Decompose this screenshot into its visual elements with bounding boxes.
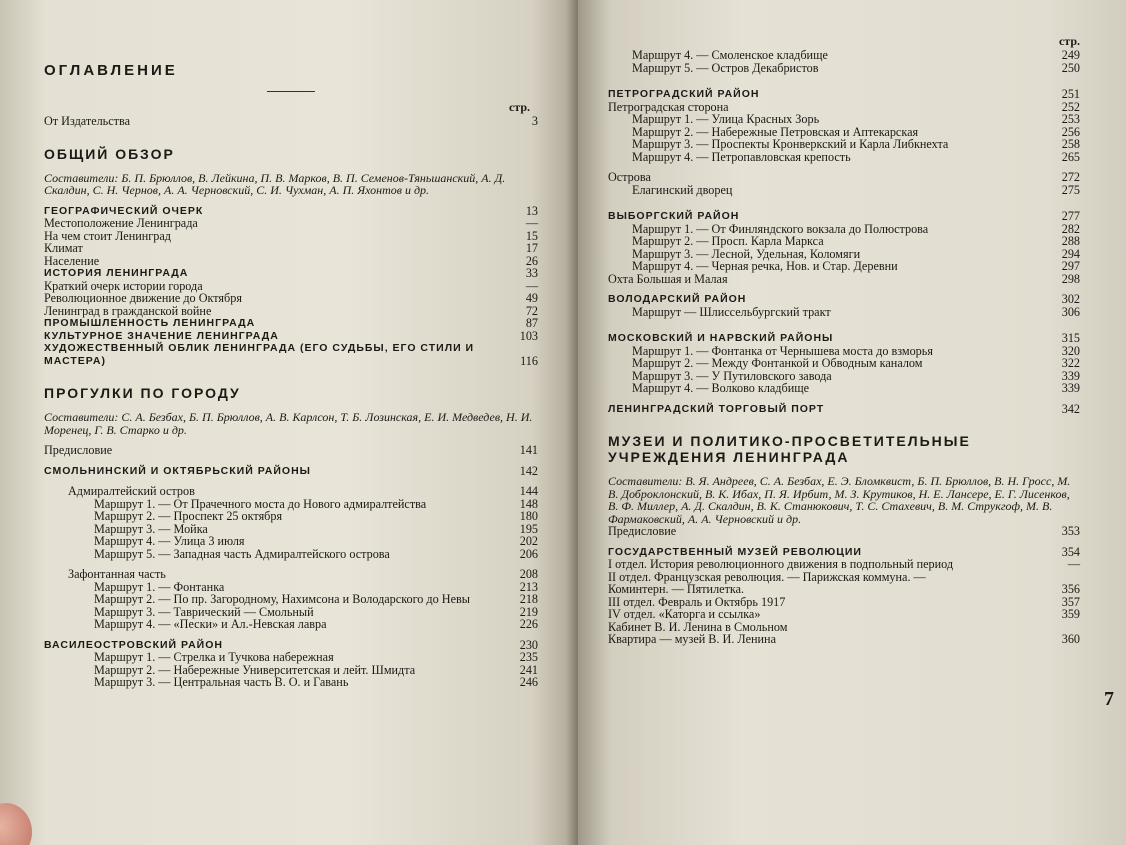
entry-label: Маршрут 2. — Просп. Карла Маркса	[632, 234, 824, 248]
vyborg-entry	[608, 210, 1080, 223]
entry-label: Адмиралтейский остров	[68, 484, 195, 498]
port-entry	[608, 403, 1080, 416]
entry-label: ВАСИЛЕОСТРОВСКИЙ РАЙОН	[44, 638, 223, 651]
entry-page: 258	[1061, 137, 1080, 151]
smolny-entry	[44, 465, 538, 478]
entry-label: Ленинград в гражданской войне	[44, 303, 212, 318]
entry-page: 342	[1061, 401, 1080, 416]
entry-label: Маршрут 3. — Лесной, Удельная, Коломяги	[632, 246, 861, 261]
entry-label: Маршрут 4. — Улица 3 июля	[94, 534, 245, 548]
toc-entry	[44, 255, 538, 268]
entry-label: Местоположение Ленинграда	[44, 216, 198, 230]
entry-page: 256	[1061, 124, 1080, 139]
entry-page: 142	[519, 463, 538, 478]
entry-page: 298	[1061, 271, 1080, 286]
entry-label: Предисловие	[608, 524, 677, 538]
entry-page: 148	[519, 496, 538, 511]
entry-label: Маршрут 1. — Фонтанка от Чернышева моста до взморья	[632, 343, 933, 358]
entry-page: 87	[525, 316, 538, 330]
toc-entry	[44, 676, 538, 689]
entry-label: От Издательства	[44, 114, 130, 128]
entry-page: 72	[525, 303, 538, 318]
entry-page: 275	[1061, 182, 1080, 197]
entry-label: Маршрут 1. — От Финляндского вокзала до Полюстрова	[632, 221, 929, 236]
entry-page: 357	[1061, 594, 1080, 609]
entry-page: 339	[1061, 381, 1080, 395]
entry-page: 26	[525, 253, 538, 268]
entry-page: 360	[1061, 632, 1080, 646]
entry-label: Маршрут 2. — Набережные Петровская и Аптекарская	[632, 124, 919, 139]
entry-page: 302	[1061, 292, 1080, 306]
entry-label: Маршрут 3. — У Путиловского завода	[632, 368, 832, 383]
entry-label: Маршрут 4. — «Пески» и Ал.-Невская лавра	[94, 617, 327, 631]
vyborg-routes	[608, 223, 1080, 273]
entry-label: Маршрут 5. — Остров Декабристов	[632, 60, 819, 75]
entry-label: Маршрут 2. — По пр. Загородному, Нахимсона и Володарского до Невы	[94, 592, 470, 606]
toc-entry	[44, 342, 538, 367]
entry-page: 17	[525, 241, 538, 255]
toc-entry	[608, 382, 1080, 395]
entry-label: ГЕОГРАФИЧЕСКИЙ ОЧЕРК	[44, 204, 204, 217]
petrograd-routes	[608, 113, 1080, 163]
entry-label: Маршрут 2. — Набережные Университетская и лейт. Шмидта	[94, 662, 416, 677]
toc-entry	[44, 535, 538, 548]
entry-label: На чем стоит Ленинград	[44, 228, 171, 243]
toc-entry	[44, 651, 538, 664]
entry-label: Маршрут 1. — Фонтанка	[94, 579, 225, 594]
entry-page: 277	[1061, 209, 1080, 223]
entry-page: —	[1067, 557, 1080, 571]
page-number: 7	[1104, 688, 1114, 710]
toc-entry	[44, 292, 538, 305]
entry-page: 253	[1061, 112, 1080, 126]
entry-page: 13	[525, 203, 538, 218]
toc-title: ОГЛАВЛЕНИЕ	[44, 62, 178, 79]
toc-entry	[44, 330, 538, 343]
entry-page: 141	[519, 443, 538, 457]
entry-page: 250	[1061, 60, 1080, 75]
volodarsky-routes	[608, 306, 1080, 319]
entry-label: КУЛЬТУРНОЕ ЗНАЧЕНИЕ ЛЕНИНГРАДА	[44, 329, 279, 342]
moscow-entry	[608, 332, 1080, 345]
fontanka-entry	[44, 568, 538, 581]
entry-label: Охта Большая и Малая	[608, 271, 728, 286]
entry-page: 294	[1061, 246, 1080, 261]
entry-label: Маршрут 4. — Петропавловская крепость	[632, 149, 851, 164]
entry-label: ХУДОЖЕСТВЕННЫЙ ОБЛИК ЛЕНИНГРАДА (ЕГО СУДЬБЫ, ЕГО СТИЛИ И МАСТЕРА)	[44, 342, 475, 367]
toc-entry	[608, 138, 1080, 151]
entry-label: ВОЛОДАРСКИЙ РАЙОН	[608, 293, 747, 305]
entry-label: ГОСУДАРСТВЕННЫЙ МУЗЕЙ РЕВОЛЮЦИИ	[608, 545, 862, 558]
entry-label: Маршрут 4. — Смоленское кладбище	[632, 48, 828, 62]
museums-authors: Составители: В. Я. Андреев, С. А. Безбах, Е. Э. Бломквист, Б. П. Брюллов, В. Н. Гросс, М. В. Доброклонский, В. К. Ибах, П. Я. Ирбит, М. З. Крутиков, Н. Е. Лансере, Е. Г. Лисенков, В. Ф. Миллер, А. Д. Скалдин, В. К. Станюкович, Т. С. Стахевич, В. М. Струкгоф, М. В. Фармаковский, А. А. Черновский и др.	[608, 474, 1071, 526]
entry-label: Петроградская сторона	[608, 99, 729, 114]
entry-page: 218	[519, 592, 538, 606]
entry-label: Зафонтанная часть	[68, 567, 166, 581]
entry-label: ЛЕНИНГРАДСКИЙ ТОРГОВЫЙ ПОРТ	[608, 402, 825, 415]
entry-label: Коминтерн. — Пятилетка.	[608, 582, 745, 596]
toc-entry	[608, 357, 1080, 370]
entry-page: 230	[519, 637, 538, 652]
entry-page: 249	[1061, 48, 1080, 62]
entry-label: ВЫБОРГСКИЙ РАЙОН	[608, 210, 740, 222]
entry-page: 195	[519, 521, 538, 536]
entry-page: 33	[525, 266, 538, 280]
entry-page: 265	[1061, 149, 1080, 164]
entry-page: 339	[1061, 368, 1080, 383]
museums-heading: МУЗЕИ И ПОЛИТИКО-ПРОСВЕТИТЕЛЬНЫЕ УЧРЕЖДЕНИЯ ЛЕНИНГРАДА	[608, 433, 971, 465]
entry-label: I отдел. История революционного движения в подпольный период	[608, 557, 954, 571]
toc-entry	[608, 260, 1080, 273]
entry-label: IV отдел. «Каторга и ссылка»	[608, 607, 761, 621]
overview-entries	[44, 205, 538, 368]
toc-entry	[44, 618, 538, 631]
entry-label: СМОЛЬНИНСКИЙ И ОКТЯБРЬСКИЙ РАЙОНЫ	[44, 464, 311, 477]
toc-entry	[608, 558, 1080, 571]
thumb-edge	[0, 803, 32, 845]
volodarsky-entry	[608, 293, 1080, 306]
entry-label: Революционное движение до Октября	[44, 291, 242, 305]
entry-label: МОСКОВСКИЙ И НАРВСКИЙ РАЙОНЫ	[608, 332, 834, 344]
toc-entry	[608, 633, 1080, 646]
overview-authors: Составители: Б. П. Брюллов, В. Лейкина, П. В. Марков, В. П. Семенов-Тяньшанский, А. Д. Скалдин, С. Н. Чернов, А. А. Черновский, С. И. Чухман, А. П. Яхонтов и др.	[44, 170, 506, 197]
petrograd-entry	[608, 88, 1080, 101]
entry-label: III отдел. Февраль и Октябрь 1917	[608, 594, 786, 609]
entry-label: Маршрут — Шлиссельбургский тракт	[632, 304, 831, 319]
entry-label: Население	[44, 253, 100, 268]
toc-entry	[44, 242, 538, 255]
entry-page: —	[525, 278, 538, 293]
entry-label: Маршрут 3. — Проспекты Кронверкский и Карла Либкнехта	[632, 137, 949, 151]
entry-label: Елагинский дворец	[632, 182, 733, 197]
admiralty-routes	[44, 498, 538, 561]
entry-label: Предисловие	[44, 443, 113, 457]
museum-entries	[608, 558, 1080, 646]
page-column-header: стр.	[508, 100, 530, 114]
publisher-entry	[44, 115, 538, 128]
moscow-routes	[608, 345, 1080, 395]
toc-entry	[608, 151, 1080, 164]
entry-label: ПРОМЫШЛЕННОСТЬ ЛЕНИНГРАДА	[44, 317, 256, 329]
entry-label: Кабинет В. И. Ленина в Смольном	[608, 619, 788, 634]
entry-label: Маршрут 1. — От Прачечного моста до Нового адмиралтейства	[94, 496, 427, 511]
islands-entry	[608, 171, 1080, 184]
entry-page: 320	[1061, 343, 1080, 358]
entry-page: 241	[519, 662, 538, 677]
toc-entry	[44, 510, 538, 523]
entry-page: 246	[519, 675, 538, 689]
entry-label: Маршрут 2. — Между Фонтанкой и Обводным каналом	[632, 356, 923, 370]
entry-page: 356	[1061, 582, 1080, 596]
entry-page: 288	[1061, 234, 1080, 248]
entry-page: 235	[519, 650, 538, 664]
entry-page: 282	[1061, 221, 1080, 236]
entry-label: Острова	[608, 170, 651, 184]
admiralty-entry	[44, 485, 538, 498]
toc-entry	[608, 306, 1080, 319]
entry-page: 226	[519, 617, 538, 631]
entry-label: Маршрут 3. — Мойка	[94, 521, 208, 536]
toc-entry	[44, 548, 538, 561]
entry-label: Квартира — музей В. И. Ленина	[608, 632, 776, 646]
toc-entry	[44, 267, 538, 280]
entry-label: ИСТОРИЯ ЛЕНИНГРАДА	[44, 267, 189, 279]
fontanka-routes	[44, 581, 538, 631]
entry-page: 353	[1061, 524, 1080, 538]
title-rule	[267, 91, 315, 92]
entry-page: 359	[1061, 607, 1080, 621]
entry-page: 251	[1061, 87, 1080, 101]
page-column-header: стр.	[1058, 34, 1080, 48]
right-page	[578, 0, 1126, 845]
entry-page: 272	[1061, 170, 1080, 184]
entry-page: 116	[520, 353, 538, 368]
overview-heading: ОБЩИЙ ОБЗОР	[44, 145, 175, 162]
entry-label: II отдел. Французская революция. — Парижская коммуна. —	[608, 569, 926, 584]
entry-label: Климат	[44, 241, 83, 255]
entry-page: 354	[1061, 544, 1080, 559]
entry-label: Маршрут 1. — Улица Красных Зорь	[632, 112, 820, 126]
vasil-routes	[44, 651, 538, 689]
entry-page: 180	[519, 509, 538, 523]
entry-label: Маршрут 1. — Стрелка и Тучкова набережная	[94, 650, 334, 664]
entry-label: Маршрут 4. — Черная речка, Нов. и Стар. Деревни	[632, 259, 898, 273]
entry-page: 15	[525, 228, 538, 243]
entry-label: Маршрут 5. — Западная часть Адмиралтейского острова	[94, 546, 390, 561]
entry-label: Краткий очерк истории города	[44, 278, 203, 293]
entry-page: 49	[525, 291, 538, 305]
walks-preface-entry	[44, 444, 538, 457]
toc-entry	[608, 113, 1080, 126]
entry-label: Маршрут 2. — Проспект 25 октября	[94, 509, 283, 523]
top-routes	[608, 49, 1080, 74]
toc-entry	[44, 317, 538, 330]
toc-entry	[608, 235, 1080, 248]
entry-page: 306	[1061, 304, 1080, 319]
walks-heading: ПРОГУЛКИ ПО ГОРОДУ	[44, 385, 241, 401]
walks-authors: Составители: С. А. Безбах, Б. П. Брюллов, А. В. Карлсон, Т. Б. Лозинская, Е. И. Медведев, Н. И. Моренец, Г. В. Старко и др.	[44, 410, 533, 437]
toc-entry	[608, 608, 1080, 621]
toc-entry	[44, 305, 538, 318]
entry-page: 297	[1061, 259, 1080, 273]
entry-page: 219	[519, 604, 538, 619]
entry-page: 252	[1061, 99, 1080, 114]
toc-entry	[44, 217, 538, 230]
entry-page: 103	[519, 328, 538, 343]
entry-page: —	[525, 216, 538, 230]
toc-entry	[44, 593, 538, 606]
entry-page: 208	[519, 567, 538, 581]
entry-label: ПЕТРОГРАДСКИЙ РАЙОН	[608, 88, 760, 100]
entry-page: 213	[519, 579, 538, 594]
entry-page: 206	[519, 546, 538, 561]
toc-entry	[608, 583, 1080, 596]
elagin-entry	[608, 184, 1080, 197]
entry-page: 144	[519, 484, 538, 498]
entry-page: 315	[1061, 331, 1080, 345]
toc-entry	[608, 49, 1080, 62]
entry-page: 202	[519, 534, 538, 548]
entry-page: 322	[1061, 356, 1080, 370]
toc-entry	[608, 62, 1080, 75]
museums-preface-entry	[608, 525, 1080, 538]
toc-entry	[44, 230, 538, 243]
entry-page: 3	[531, 114, 538, 128]
okhta-entry	[608, 273, 1080, 286]
entry-label: Маршрут 3. — Центральная часть В. О. и Гавань	[94, 675, 349, 689]
entry-label: Маршрут 4. — Волково кладбище	[632, 381, 810, 395]
entry-label: Маршрут 3. — Таврический — Смольный	[94, 604, 314, 619]
